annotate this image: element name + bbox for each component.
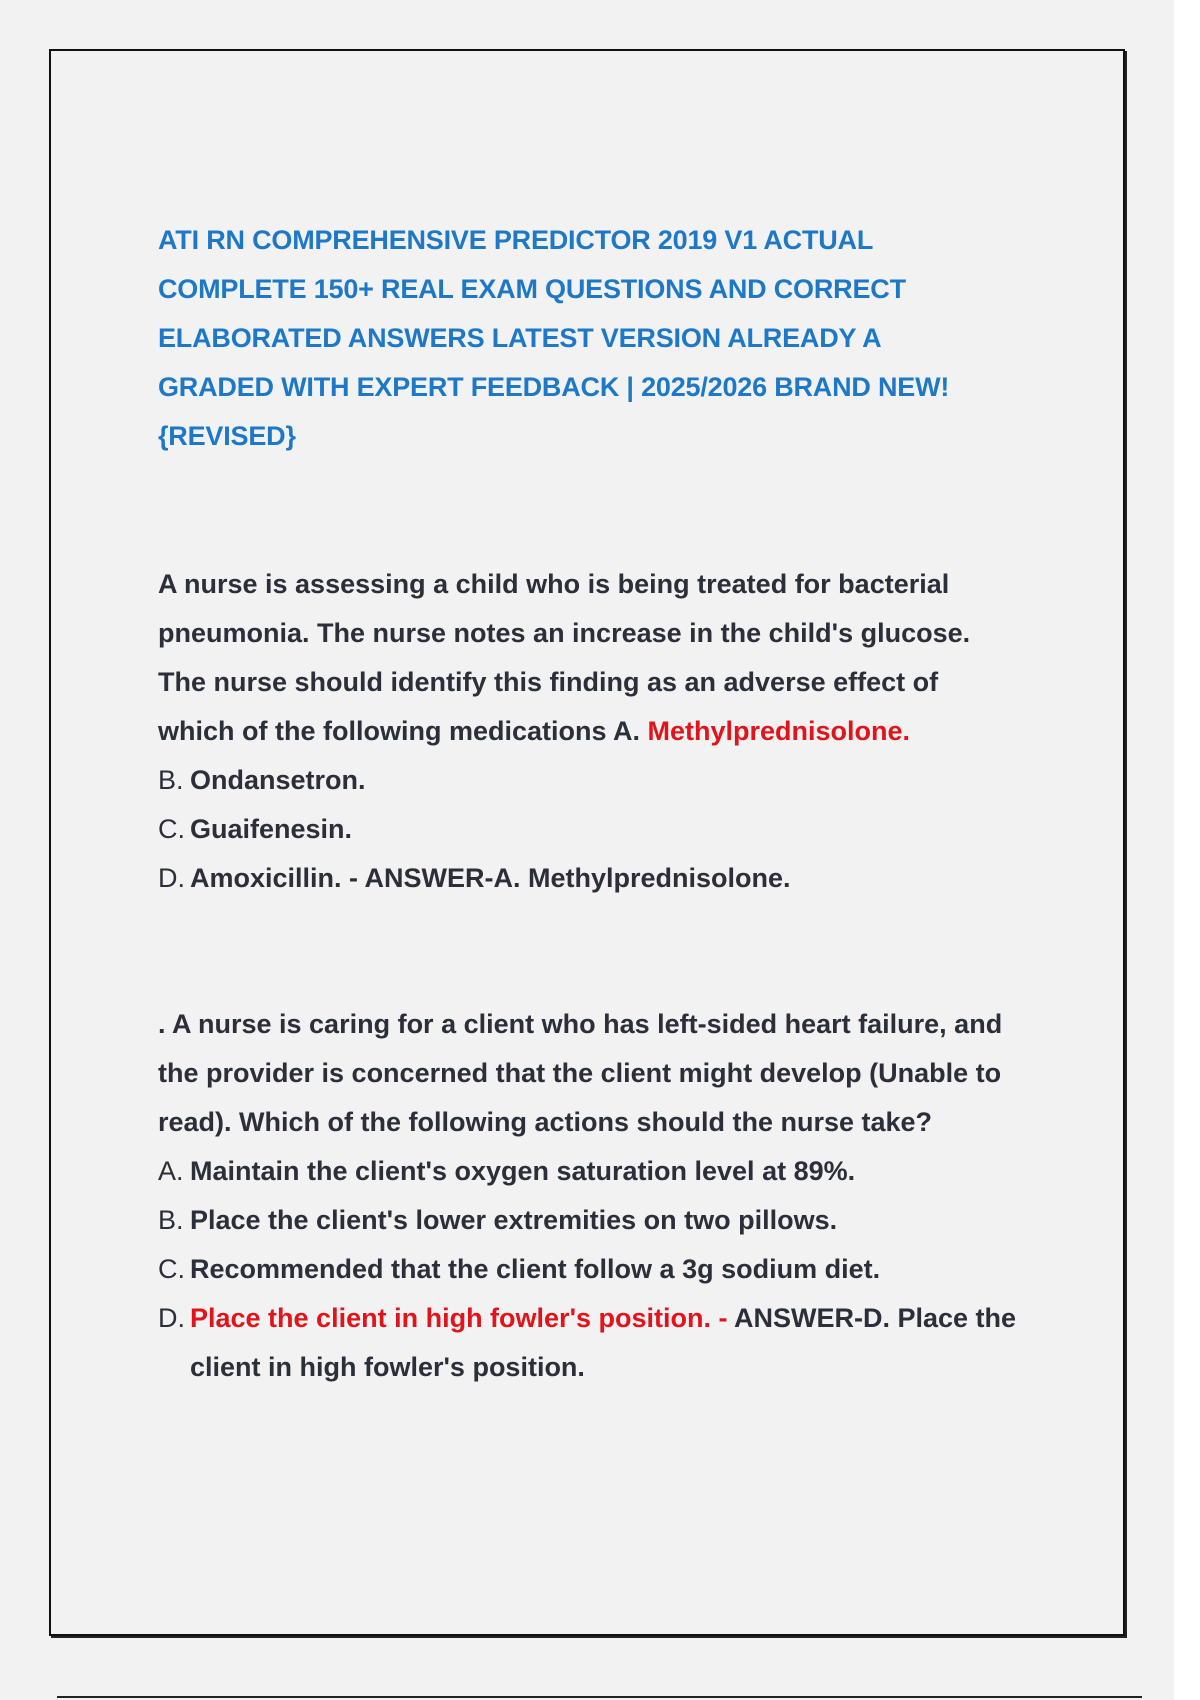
question-2-options	[158, 1147, 1018, 1392]
option-letter: B.	[158, 765, 184, 795]
option-letter: D.	[158, 1303, 185, 1333]
question-2	[158, 1000, 1018, 1392]
question-1-correct-option-a: Methylprednisolone.	[647, 716, 911, 746]
question-2-option-c	[158, 1245, 1018, 1294]
option-letter: C.	[158, 1254, 185, 1284]
question-2-stem: . A nurse is caring for a client who has left-sided heart failure, and the provider is concerned that the client might develop (Unable to read). Which of the following actions should the nurse take?	[158, 1009, 1003, 1137]
question-1-stem-text: A nurse is assessing a child who is being treated for bacterial pneumonia. The nurse notes an increase in the child's glucose. The nurse should identify this finding as an adverse effect of which of the following medications A.	[158, 569, 971, 746]
question-1-option-b	[158, 756, 1018, 805]
option-letter: C.	[158, 814, 185, 844]
option-text: Guaifenesin.	[190, 814, 353, 844]
question-2-option-b	[158, 1196, 1018, 1245]
option-text: Recommended that the client follow a 3g sodium diet.	[190, 1254, 881, 1284]
question-1-stem	[158, 560, 1018, 756]
option-letter: D.	[158, 863, 185, 893]
option-letter: B.	[158, 1205, 184, 1235]
option-text: Ondansetron.	[190, 765, 366, 795]
question-1-option-d	[158, 854, 1018, 903]
question-2-option-a	[158, 1147, 1018, 1196]
option-text: Maintain the client's oxygen saturation level at 89%.	[190, 1156, 856, 1186]
option-text: Amoxicillin. - ANSWER-A. Methylprednisolone.	[190, 863, 791, 893]
question-2-answer-text: ANSWER-D. Place the client in high fowler's position.	[190, 1303, 1017, 1382]
question-2-correct-option-text: Place the client in high fowler's position. -	[190, 1303, 728, 1333]
question-2-option-d	[158, 1294, 1018, 1392]
bottom-divider	[57, 1696, 1142, 1698]
document-title: ATI RN COMPREHENSIVE PREDICTOR 2019 V1 ACTUAL COMPLETE 150+ REAL EXAM QUESTIONS AND CORRECT ELABORATED ANSWERS LATEST VERSION ALREADY A GRADED WITH EXPERT FEEDBACK | 2025/2026 BRAND NEW!{REVISED}	[158, 225, 950, 451]
question-1	[158, 560, 1018, 903]
option-text: Place the client's lower extremities on two pillows.	[190, 1205, 838, 1235]
question-1-options	[158, 756, 1018, 903]
option-letter: A.	[158, 1156, 184, 1186]
question-1-option-c	[158, 805, 1018, 854]
